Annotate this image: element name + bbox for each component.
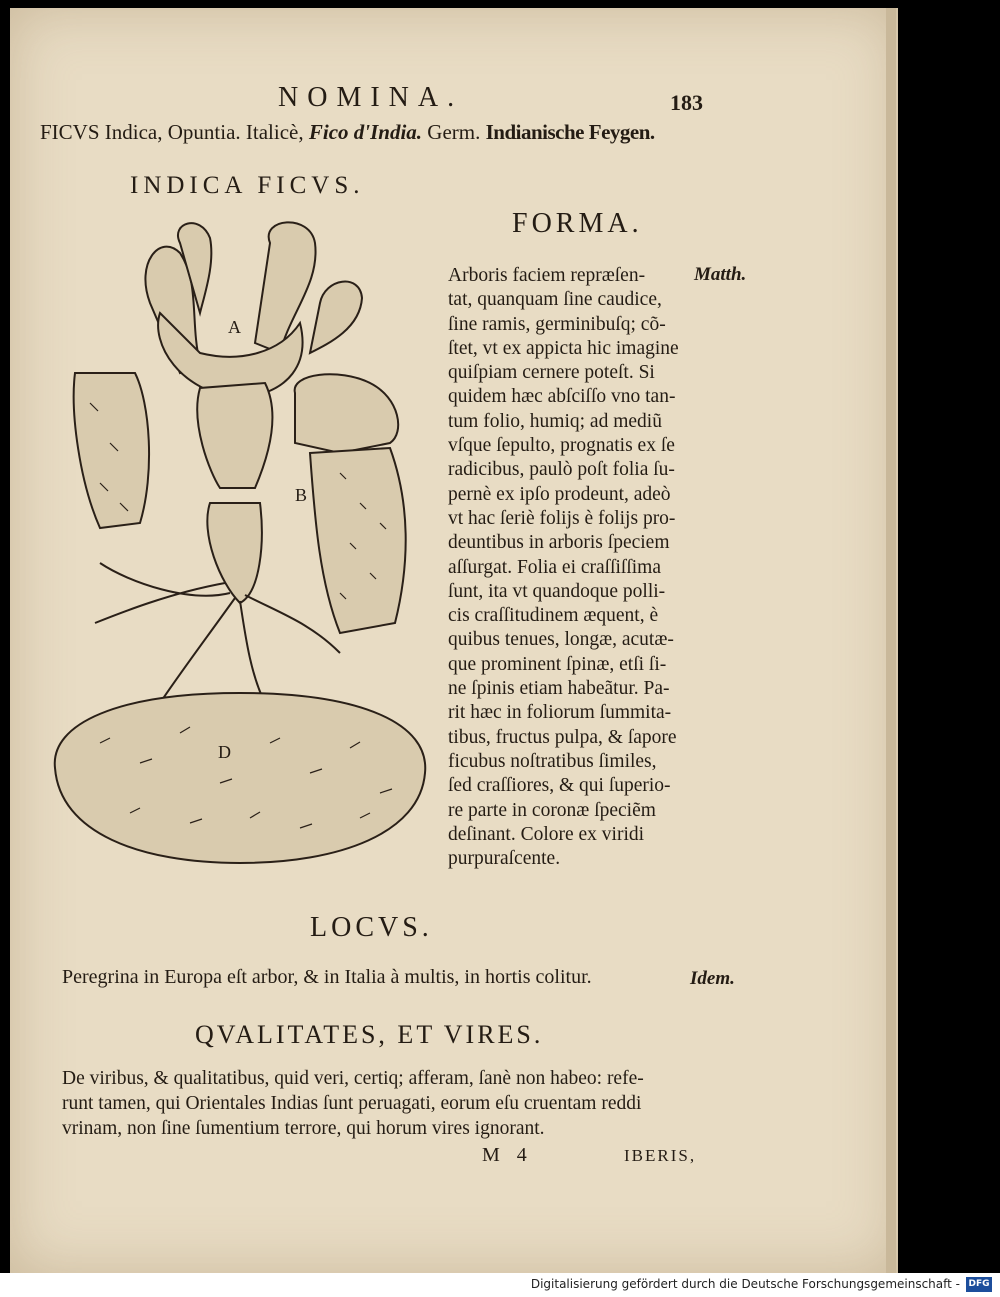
forma-line: Arboris faciem repræſen-: [448, 265, 646, 286]
forma-line: deuntibus in arboris ſpeciem: [448, 532, 670, 554]
forma-line: ficubus noſtratibus ſimiles,: [448, 750, 657, 772]
forma-line: pernè ex ipſo prodeunt, adeò: [448, 483, 671, 505]
illustration-label-b: B: [295, 485, 308, 505]
forma-line: ſunt, ita vt quandoque polli-: [448, 580, 666, 602]
illustration-label-a: A: [228, 317, 241, 337]
plant-title: INDICA FICVS.: [130, 172, 365, 199]
locus-heading: LOCVS.: [310, 912, 433, 943]
forma-text: [448, 264, 700, 871]
names-germ-label: Germ.: [422, 120, 486, 144]
margin-note-idem: Idem.: [690, 968, 735, 989]
footer-credit: Digitalisierung gefördert durch die Deutsche Forschungsgemeinschaft -: [530, 1277, 960, 1291]
opuntia-woodcut-illustration: [40, 203, 440, 893]
cactus-roots: [95, 563, 340, 703]
forma-line: quiſpiam cernere poteſt. Si: [448, 362, 655, 384]
margin-note-matth: Matth.: [694, 264, 747, 285]
locus-text: Peregrina in Europa eſt arbor, & in Italia à multis, in hortis colitur.: [62, 966, 592, 988]
forma-line: tum folio, humiq; ad mediũ: [448, 410, 662, 432]
qualitates-line: vrinam, non ſine ſumentium terrore, qui horum vires ignorant.: [62, 1118, 545, 1139]
forma-line: ſine ramis, germinibuſq; cõ-: [448, 313, 666, 335]
footer-bar: [0, 1273, 1000, 1297]
illustration-label-d: D: [218, 742, 231, 762]
forma-line: ſtet, vt ex appicta hic imagine: [448, 337, 679, 359]
forma-line: que prominent ſpinæ, etſi ſi-: [448, 653, 667, 675]
cactus-pad-cut-section: [74, 373, 149, 528]
cactus-pad-large-leaf: [55, 693, 426, 863]
forma-line: rit hæc in foliorum ſummita-: [448, 702, 672, 724]
cactus-pad-branch-right: [255, 222, 316, 353]
catchword: IBERIS,: [624, 1146, 697, 1165]
names-italian: Fico d'India.: [308, 120, 423, 144]
forma-line: vt hac ſeriè folijs è folijs pro-: [448, 507, 676, 529]
cactus-fruit-flower: [295, 374, 399, 453]
qualitates-heading: QVALITATES, ET VIRES.: [195, 1020, 544, 1049]
names-line: [40, 120, 655, 145]
forma-line: cis craſſitudinem æquent, è: [448, 605, 659, 627]
running-head: NOMINA.: [278, 82, 464, 113]
qualitates-line: runt tamen, qui Orientales Indias ſunt peruagati, eorum eſu cruentam reddi: [62, 1093, 642, 1114]
forma-line: vſque ſepulto, prognatis ex ſe: [448, 435, 675, 457]
forma-line: quibus tenues, longæ, acutæ-: [448, 629, 674, 651]
forma-line: ne ſpinis etiam habeãtur. Pa-: [448, 678, 670, 700]
qualitates-text: [62, 1066, 702, 1141]
book-page: [10, 8, 898, 1273]
forma-line: tat, quanquam ſine caudice,: [448, 289, 662, 311]
forma-line: deſinant. Colore ex viridi: [448, 823, 645, 845]
forma-line: re parte in coronæ ſpeciẽm: [448, 799, 656, 821]
forma-line: radicibus, paulò poſt folia ſu-: [448, 459, 675, 481]
page-number: 183: [670, 90, 703, 115]
forma-line: quidem hæc abſciſſo vno tan-: [448, 386, 676, 408]
cactus-pad-branch-far-right: [310, 282, 362, 353]
cactus-pad-trunk: [197, 383, 272, 488]
dfg-logo: DFG: [966, 1277, 992, 1292]
cactus-fruit-body: [310, 448, 406, 633]
cactus-rootstock: [207, 503, 261, 603]
forma-line: tibus, fructus pulpa, & ſapore: [448, 726, 677, 748]
names-latin: FICVS Indica, Opuntia. Italicè,: [40, 120, 309, 144]
names-german: Indianische Feygen.: [485, 120, 655, 144]
qualitates-line: De viribus, & qualitatibus, quid veri, certiq; afferam, ſanè non habeo: refe-: [62, 1068, 644, 1089]
forma-line: ſed craſſiores, & qui ſuperio-: [448, 775, 671, 797]
forma-heading: FORMA.: [512, 208, 643, 239]
signature-mark: M 4: [482, 1144, 533, 1166]
page-edge: [886, 8, 896, 1273]
forma-line: aſſurgat. Folia ei craſſiſſima: [448, 556, 661, 578]
forma-line: purpuraſcente.: [448, 848, 561, 870]
